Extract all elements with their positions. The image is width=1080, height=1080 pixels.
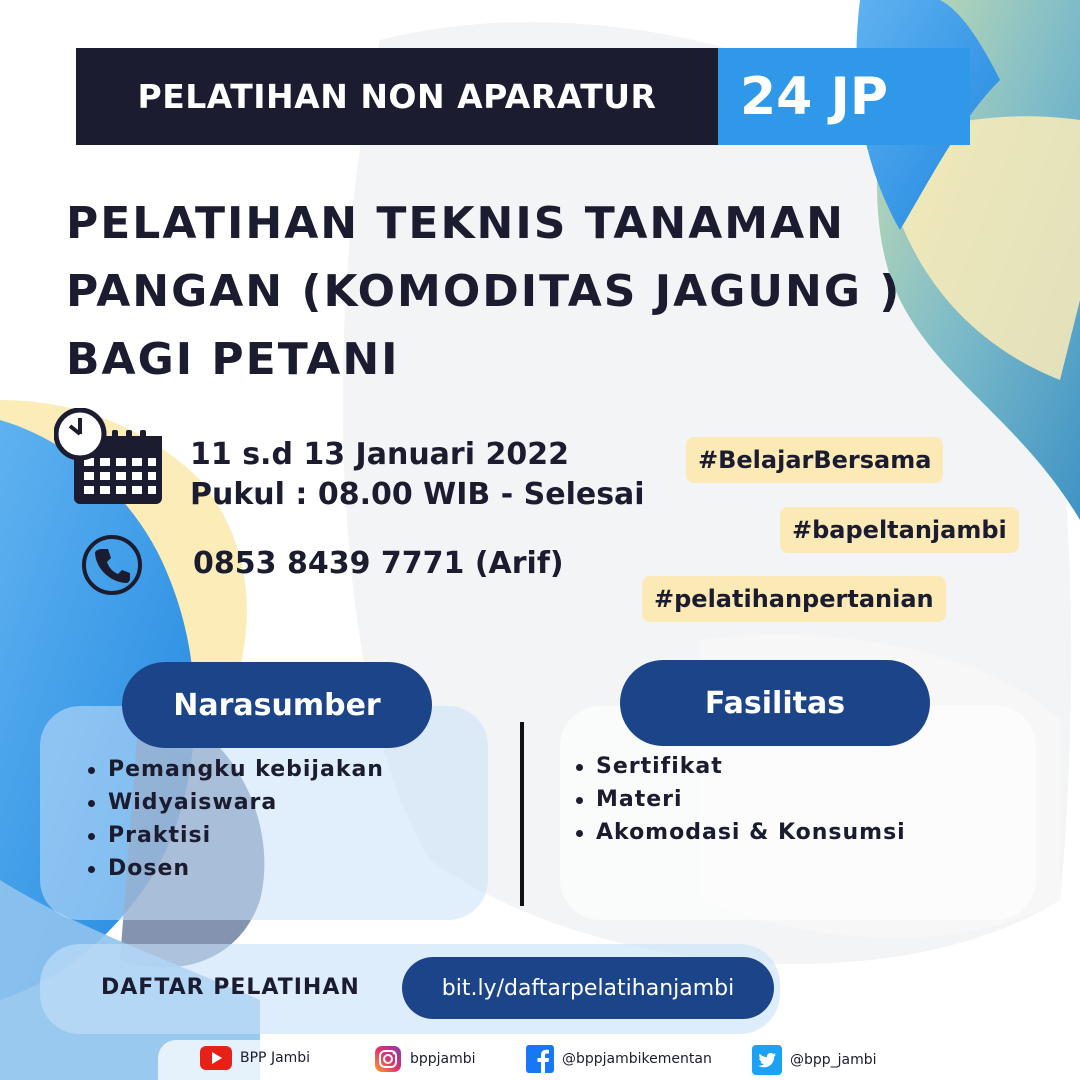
title-line-2: PANGAN (KOMODITAS JAGUNG ) <box>66 266 902 317</box>
list-item: Sertifikat <box>596 750 906 783</box>
fasilitas-heading: Fasilitas <box>620 660 930 746</box>
phone-icon <box>80 533 144 597</box>
hashtag-pelatihanpertanian: #pelatihanpertanian <box>642 576 946 622</box>
fasilitas-list <box>574 750 906 849</box>
calendar-clock-icon <box>54 408 166 506</box>
section-divider <box>520 722 524 906</box>
list-item: Praktisi <box>108 819 384 852</box>
title-line-1: PELATIHAN TEKNIS TANAMAN <box>66 198 845 249</box>
social-handle: BPP Jambi <box>240 1050 311 1066</box>
social-twitter[interactable] <box>752 1045 877 1075</box>
contact-phone[interactable]: 0853 8439 7771 (Arif) <box>193 546 564 581</box>
jp-badge: 24 JP <box>718 48 970 145</box>
facebook-icon <box>526 1045 554 1073</box>
social-youtube[interactable] <box>200 1046 310 1070</box>
hashtag-belajarbersama: #BelajarBersama <box>686 437 943 483</box>
list-item: Materi <box>596 783 906 816</box>
social-facebook[interactable] <box>526 1045 712 1073</box>
title-line-3: BAGI PETANI <box>66 334 400 385</box>
social-handle: @bpp_jambi <box>790 1052 877 1068</box>
narasumber-heading: Narasumber <box>122 662 432 748</box>
instagram-icon <box>374 1045 402 1073</box>
training-date: 11 s.d 13 Januari 2022 <box>190 437 569 472</box>
list-item: Widyaiswara <box>108 786 384 819</box>
list-item: Akomodasi & Konsumsi <box>596 816 906 849</box>
social-instagram[interactable] <box>374 1045 476 1073</box>
social-handle: @bppjambikementan <box>562 1051 712 1067</box>
training-title <box>66 190 1026 394</box>
registration-link[interactable]: bit.ly/daftarpelatihanjambi <box>402 957 774 1019</box>
list-item: Pemangku kebijakan <box>108 753 384 786</box>
narasumber-list <box>86 753 384 885</box>
social-handle: bppjambi <box>410 1051 476 1067</box>
list-item: Dosen <box>108 852 384 885</box>
twitter-icon <box>752 1045 782 1075</box>
hashtag-bapeltanjambi: #bapeltanjambi <box>780 507 1019 553</box>
training-type-banner: PELATIHAN NON APARATUR <box>76 48 718 145</box>
training-time: Pukul : 08.00 WIB - Selesai <box>190 477 645 512</box>
youtube-icon <box>200 1046 232 1070</box>
registration-label: DAFTAR PELATIHAN <box>101 975 360 1000</box>
